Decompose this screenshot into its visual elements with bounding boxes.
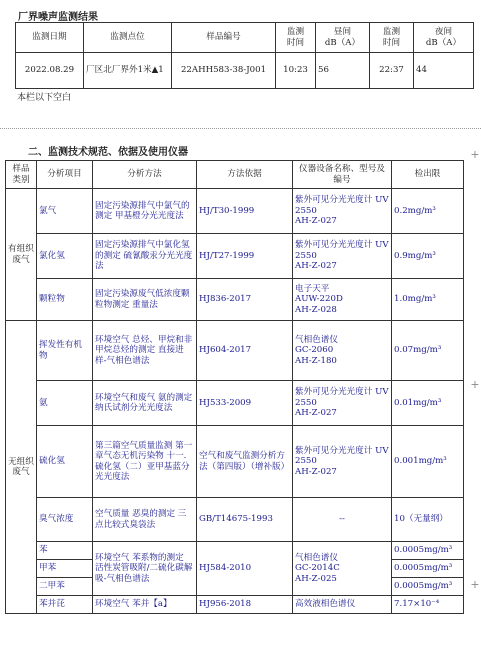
item-cell: 臭气浓度 <box>37 498 93 542</box>
header-day-level: 昼间 dB（A） <box>316 23 370 53</box>
method-cell: 空气质量 恶臭的测定 三点比较式臭袋法 <box>93 498 197 542</box>
table-row <box>6 596 464 614</box>
item-cell: 二甲苯 <box>37 578 93 596</box>
blank-note: 本栏以下空白 <box>17 93 72 103</box>
cell-sample: 22AHH583-38-J001 <box>172 53 276 89</box>
basis-cell: 空气和废气监测分析方法（第四版）（增补版） <box>197 426 293 498</box>
instrument-cell: -- <box>293 498 392 542</box>
method-cell: 固定污染源废气低浓度颗粒物测定 重量法 <box>93 279 197 321</box>
basis-cell: HJ956-2018 <box>197 596 293 614</box>
noise-table <box>15 22 474 89</box>
method-cell: 环境空气 苯并【a】 <box>93 596 197 614</box>
item-cell: 颗粒物 <box>37 279 93 321</box>
instrument-cell: 高效液相色谱仪 <box>293 596 392 614</box>
basis-cell: GB/T14675-1993 <box>197 498 293 542</box>
method-cell: 第三篇空气质量监测 第一章气态无机污染物 十一.硫化氢（二）亚甲基蓝分光光度法 <box>93 426 197 498</box>
limit-cell: 0.001mg/m³ <box>392 426 464 498</box>
cell-point: 厂区北厂界外1米▲1 <box>84 53 172 89</box>
section1-title: 厂界噪声监测结果 <box>18 12 98 23</box>
header-point: 监测点位 <box>84 23 172 53</box>
table-row <box>6 542 464 560</box>
revision-marker-icon: + <box>470 578 480 591</box>
table-row <box>6 279 464 321</box>
method-cell: 环境空气 总烃、甲烷和非甲烷总烃的测定 直接进样-气相色谱法 <box>93 321 197 381</box>
header-limit: 检出限 <box>392 161 464 189</box>
table-row <box>6 321 464 381</box>
header-sample: 样品编号 <box>172 23 276 53</box>
limit-cell: 0.9mg/m³ <box>392 234 464 279</box>
basis-cell: HJ604-2017 <box>197 321 293 381</box>
header-time-night: 监测 时间 <box>370 23 414 53</box>
methods-table <box>5 160 464 614</box>
basis-cell: HJ836-2017 <box>197 279 293 321</box>
limit-cell: 0.07mg/m³ <box>392 321 464 381</box>
limit-cell: 10（无量纲） <box>392 498 464 542</box>
instrument-cell: 电子天平 AUW-220D AH-Z-028 <box>293 279 392 321</box>
item-cell: 甲苯 <box>37 560 93 578</box>
instrument-cell: 紫外可见分光光度计 UV2550 AH-Z-027 <box>293 189 392 234</box>
limit-cell: 0.0005mg/m³ <box>392 542 464 560</box>
basis-cell: HJ/T27-1999 <box>197 234 293 279</box>
header-category: 样品 类别 <box>6 161 37 189</box>
category-fugitive: 无组织废气 <box>6 321 37 614</box>
instrument-cell: 气相色谱仪 GC-2060 AH-Z-180 <box>293 321 392 381</box>
limit-cell: 0.2mg/m³ <box>392 189 464 234</box>
limit-cell: 0.01mg/m³ <box>392 381 464 426</box>
instrument-cell: 气相色谱仪 GC-2014C AH-Z-025 <box>293 542 392 596</box>
method-cell: 环境空气 苯系物的测定 活性炭管吸附/二硫化碳解吸-气相色谱法 <box>93 542 197 596</box>
item-cell: 氯化氢 <box>37 234 93 279</box>
header-method: 分析方法 <box>93 161 197 189</box>
method-cell: 固定污染源排气中氯气的测定 甲基橙分光光度法 <box>93 189 197 234</box>
header-night-level: 夜间 dB（A） <box>414 23 474 53</box>
item-cell: 硫化氢 <box>37 426 93 498</box>
instrument-cell: 紫外可见分光光度计 UV2550 AH-Z-027 <box>293 426 392 498</box>
cell-night-level: 44 <box>414 53 474 89</box>
table-row <box>6 498 464 542</box>
method-cell: 固定污染源排气中氯化氢的测定 硫氰酸汞分光光度法 <box>93 234 197 279</box>
header-date: 监测日期 <box>16 23 84 53</box>
basis-cell: HJ584-2010 <box>197 542 293 596</box>
category-organized: 有组织废气 <box>6 189 37 321</box>
page-break-line <box>0 128 481 129</box>
header-time-day: 监测 时间 <box>276 23 316 53</box>
revision-marker-icon: + <box>470 378 480 391</box>
item-cell: 氨 <box>37 381 93 426</box>
cell-date: 2022.08.29 <box>16 53 84 89</box>
cell-day-level: 56 <box>316 53 370 89</box>
method-cell: 环境空气和废气 氨的测定 纳氏试剂分光光度法 <box>93 381 197 426</box>
header-item: 分析项目 <box>37 161 93 189</box>
limit-cell: 1.0mg/m³ <box>392 279 464 321</box>
cell-time-night: 22:37 <box>370 53 414 89</box>
cell-time-day: 10:23 <box>276 53 316 89</box>
basis-cell: HJ533-2009 <box>197 381 293 426</box>
item-cell: 氯气 <box>37 189 93 234</box>
table-row <box>6 234 464 279</box>
limit-cell: 7.17×10⁻⁴ <box>392 596 464 614</box>
item-cell: 苯 <box>37 542 93 560</box>
limit-cell: 0.0005mg/m³ <box>392 560 464 578</box>
header-basis: 方法依据 <box>197 161 293 189</box>
table-row <box>6 426 464 498</box>
section2-title: 二、监测技术规范、依据及使用仪器 <box>28 147 188 158</box>
revision-marker-icon: + <box>470 148 480 161</box>
item-cell: 挥发性有机物 <box>37 321 93 381</box>
table-row <box>6 381 464 426</box>
limit-cell: 0.0005mg/m³ <box>392 578 464 596</box>
instrument-cell: 紫外可见分光光度计 UV2550 AH-Z-027 <box>293 234 392 279</box>
table-row <box>6 189 464 234</box>
header-instrument: 仪器设备名称、型号及编号 <box>293 161 392 189</box>
item-cell: 苯并芘 <box>37 596 93 614</box>
instrument-cell: 紫外可见分光光度计 UV2550 AH-Z-027 <box>293 381 392 426</box>
basis-cell: HJ/T30-1999 <box>197 189 293 234</box>
